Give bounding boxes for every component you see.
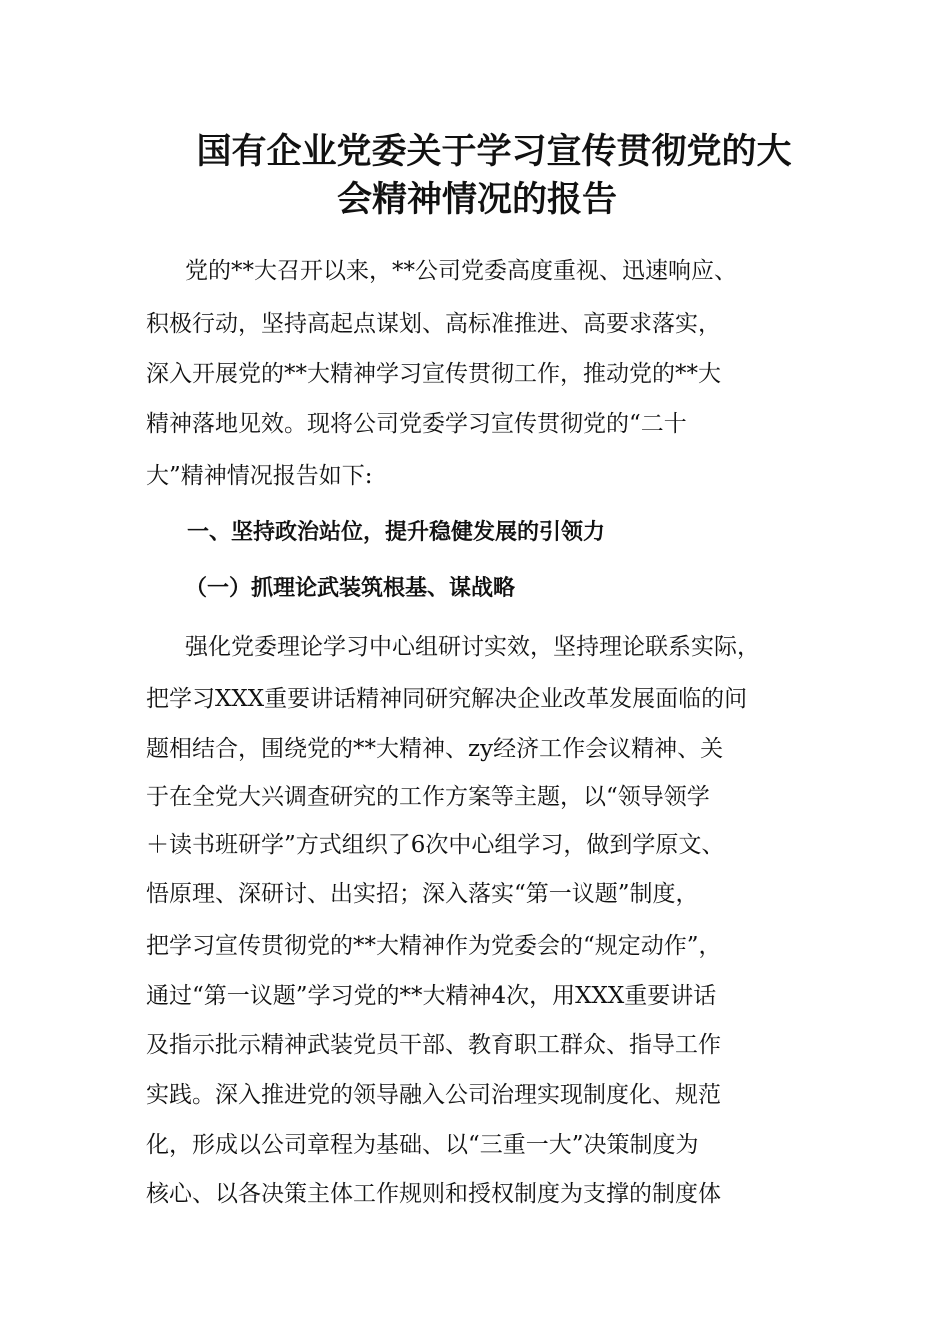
document-title-line-2: 会精神情况的报告: [336, 179, 617, 220]
body-line: 于在全党大兴调查研究的工作方案等主题，以“领导领学: [146, 784, 710, 810]
body-line: 实践。深入推进党的领导融入公司治理实现制度化、规范: [146, 1082, 721, 1108]
body-line: ＋读书班研学”方式组织了6次中心组学习，做到学原文、: [146, 832, 725, 858]
body-line: 把学习宣传贯彻党的**大精神作为党委会的“规定动作”，: [146, 933, 722, 959]
body-line: 把学习XXX重要讲话精神同研究解决企业改革发展面临的问: [146, 686, 748, 712]
body-line: 题相结合，围绕党的**大精神、zy经济工作会议精神、关: [146, 736, 724, 762]
intro-line: 精神落地见效。现将公司党委学习宣传贯彻党的“二十: [146, 411, 687, 437]
body-line: 核心、以各决策主体工作规则和授权制度为支撑的制度体: [146, 1181, 721, 1207]
body-line: 化，形成以公司章程为基础、以“三重一大”决策制度为: [146, 1132, 699, 1158]
body-line: 通过“第一议题”学习党的**大精神4次，用XXX重要讲话: [146, 983, 717, 1009]
subsection-heading: （一）抓理论武装筑根基、谋战略: [185, 575, 516, 601]
document-title-line-1: 国有企业党委关于学习宣传贯彻党的大: [196, 131, 792, 172]
intro-line: 大”精神情况报告如下:: [146, 463, 373, 489]
intro-line: 积极行动，坚持高起点谋划、高标准推进、高要求落实，: [146, 311, 721, 337]
body-line: 强化党委理论学习中心组研讨实效，坚持理论联系实际，: [185, 634, 760, 660]
intro-line: 党的**大召开以来，**公司党委高度重视、迅速响应、: [185, 258, 737, 284]
section-heading: 一、坚持政治站位，提升稳健发展的引领力: [187, 519, 606, 545]
body-line: 及指示批示精神武装党员干部、教育职工群众、指导工作: [146, 1032, 721, 1058]
intro-line: 深入开展党的**大精神学习宣传贯彻工作，推动党的**大: [146, 361, 721, 387]
body-line: 悟原理、深研讨、出实招；深入落实“第一议题”制度，: [146, 881, 699, 907]
